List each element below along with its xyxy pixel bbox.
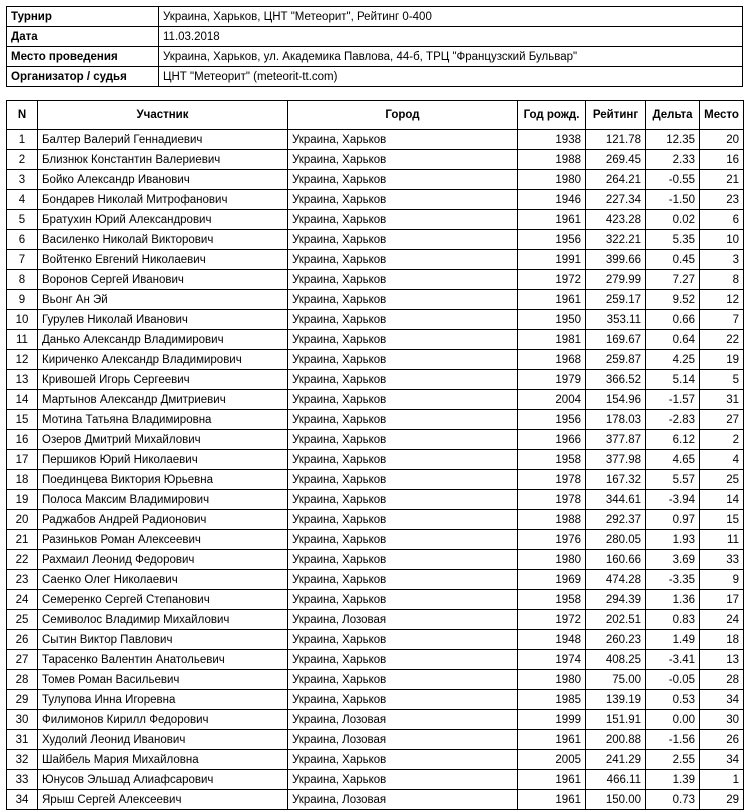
table-row [7, 230, 744, 250]
cell-birth-year: 1979 [518, 370, 586, 390]
cell-delta: 9.52 [646, 290, 700, 310]
cell-number: 32 [7, 750, 38, 770]
cell-birth-year: 1968 [518, 350, 586, 370]
cell-place: 29 [700, 790, 744, 810]
cell-city: Украина, Харьков [288, 150, 518, 170]
cell-participant: Тарасенко Валентин Анатольевич [38, 650, 288, 670]
cell-city: Украина, Харьков [288, 570, 518, 590]
cell-city: Украина, Харьков [288, 350, 518, 370]
cell-city: Украина, Лозовая [288, 730, 518, 750]
cell-number: 10 [7, 310, 38, 330]
cell-participant: Бондарев Николай Митрофанович [38, 190, 288, 210]
cell-rating: 200.88 [586, 730, 646, 750]
cell-number: 28 [7, 670, 38, 690]
table-row [7, 210, 744, 230]
info-value: Украина, Харьков, ЦНТ "Метеорит", Рейтинг 0-400 [159, 7, 743, 27]
cell-place: 27 [700, 410, 744, 430]
cell-number: 11 [7, 330, 38, 350]
cell-place: 26 [700, 730, 744, 750]
cell-delta: -1.57 [646, 390, 700, 410]
table-row [7, 510, 744, 530]
cell-delta: 3.69 [646, 550, 700, 570]
info-row-venue [7, 47, 743, 67]
cell-delta: 5.14 [646, 370, 700, 390]
cell-participant: Братухин Юрий Александрович [38, 210, 288, 230]
cell-rating: 160.66 [586, 550, 646, 570]
cell-city: Украина, Лозовая [288, 790, 518, 810]
cell-number: 6 [7, 230, 38, 250]
info-row-date [7, 27, 743, 47]
cell-participant: Данько Александр Владимирович [38, 330, 288, 350]
cell-city: Украина, Харьков [288, 450, 518, 470]
cell-city: Украина, Харьков [288, 290, 518, 310]
cell-delta: 0.83 [646, 610, 700, 630]
cell-delta: 5.57 [646, 470, 700, 490]
cell-delta: 0.45 [646, 250, 700, 270]
cell-city: Украина, Харьков [288, 670, 518, 690]
table-row [7, 610, 744, 630]
cell-delta: 1.49 [646, 630, 700, 650]
cell-delta: 0.02 [646, 210, 700, 230]
cell-rating: 377.98 [586, 450, 646, 470]
cell-birth-year: 1956 [518, 230, 586, 250]
cell-birth-year: 1961 [518, 210, 586, 230]
cell-participant: Полоса Максим Владимирович [38, 490, 288, 510]
cell-birth-year: 1985 [518, 690, 586, 710]
cell-participant: Вьонг Ан Эй [38, 290, 288, 310]
table-row [7, 430, 744, 450]
cell-birth-year: 1969 [518, 570, 586, 590]
cell-delta: -1.56 [646, 730, 700, 750]
cell-birth-year: 1956 [518, 410, 586, 430]
cell-city: Украина, Харьков [288, 470, 518, 490]
cell-birth-year: 1961 [518, 730, 586, 750]
cell-participant: Семеренко Сергей Степанович [38, 590, 288, 610]
cell-place: 21 [700, 170, 744, 190]
cell-delta: 1.93 [646, 530, 700, 550]
cell-birth-year: 1980 [518, 670, 586, 690]
cell-rating: 344.61 [586, 490, 646, 510]
cell-delta: 4.65 [646, 450, 700, 470]
cell-delta: -0.05 [646, 670, 700, 690]
cell-city: Украина, Харьков [288, 530, 518, 550]
info-label: Место проведения [7, 47, 159, 67]
cell-city: Украина, Харьков [288, 410, 518, 430]
cell-birth-year: 1950 [518, 310, 586, 330]
cell-rating: 139.19 [586, 690, 646, 710]
table-row [7, 670, 744, 690]
cell-place: 12 [700, 290, 744, 310]
cell-number: 3 [7, 170, 38, 190]
table-row [7, 330, 744, 350]
results-table [6, 100, 744, 810]
cell-birth-year: 2004 [518, 390, 586, 410]
cell-participant: Озеров Дмитрий Михайлович [38, 430, 288, 450]
table-row [7, 630, 744, 650]
table-row [7, 290, 744, 310]
info-row-tournament [7, 7, 743, 27]
cell-place: 31 [700, 390, 744, 410]
cell-rating: 474.28 [586, 570, 646, 590]
cell-number: 14 [7, 390, 38, 410]
cell-birth-year: 1938 [518, 130, 586, 150]
info-value: 11.03.2018 [159, 27, 743, 47]
column-header-birth-year: Год рожд. [518, 101, 586, 130]
cell-city: Украина, Харьков [288, 630, 518, 650]
cell-delta: 0.53 [646, 690, 700, 710]
cell-place: 18 [700, 630, 744, 650]
cell-place: 10 [700, 230, 744, 250]
cell-rating: 408.25 [586, 650, 646, 670]
cell-participant: Кириченко Александр Владимирович [38, 350, 288, 370]
info-value: Украина, Харьков, ул. Академика Павлова, 44-б, ТРЦ "Французский Бульвар" [159, 47, 743, 67]
cell-birth-year: 1988 [518, 510, 586, 530]
cell-delta: 7.27 [646, 270, 700, 290]
cell-number: 21 [7, 530, 38, 550]
cell-place: 11 [700, 530, 744, 550]
table-row [7, 270, 744, 290]
cell-city: Украина, Харьков [288, 370, 518, 390]
column-header-rating: Рейтинг [586, 101, 646, 130]
cell-delta: -3.94 [646, 490, 700, 510]
cell-place: 19 [700, 350, 744, 370]
cell-number: 2 [7, 150, 38, 170]
cell-birth-year: 2005 [518, 750, 586, 770]
cell-city: Украина, Харьков [288, 210, 518, 230]
cell-place: 6 [700, 210, 744, 230]
info-value: ЦНТ "Метеорит" (meteorit-tt.com) [159, 67, 743, 87]
table-row [7, 150, 744, 170]
cell-birth-year: 1958 [518, 450, 586, 470]
cell-birth-year: 1972 [518, 270, 586, 290]
cell-number: 1 [7, 130, 38, 150]
cell-participant: Поединцева Виктория Юрьевна [38, 470, 288, 490]
cell-delta: -0.55 [646, 170, 700, 190]
cell-rating: 399.66 [586, 250, 646, 270]
cell-number: 25 [7, 610, 38, 630]
cell-rating: 292.37 [586, 510, 646, 530]
cell-participant: Филимонов Кирилл Федорович [38, 710, 288, 730]
cell-birth-year: 1978 [518, 470, 586, 490]
cell-city: Украина, Харьков [288, 750, 518, 770]
table-row [7, 250, 744, 270]
cell-participant: Балтер Валерий Геннадиевич [38, 130, 288, 150]
cell-birth-year: 1966 [518, 430, 586, 450]
cell-place: 28 [700, 670, 744, 690]
table-row [7, 390, 744, 410]
cell-place: 13 [700, 650, 744, 670]
table-row [7, 490, 744, 510]
table-row [7, 190, 744, 210]
cell-city: Украина, Харьков [288, 390, 518, 410]
cell-city: Украина, Харьков [288, 230, 518, 250]
cell-number: 24 [7, 590, 38, 610]
cell-city: Украина, Харьков [288, 690, 518, 710]
table-row [7, 470, 744, 490]
cell-participant: Першиков Юрий Николаевич [38, 450, 288, 470]
cell-birth-year: 1948 [518, 630, 586, 650]
cell-rating: 151.91 [586, 710, 646, 730]
cell-rating: 377.87 [586, 430, 646, 450]
cell-birth-year: 1980 [518, 170, 586, 190]
cell-participant: Семиволос Владимир Михайлович [38, 610, 288, 630]
table-row [7, 310, 744, 330]
cell-city: Украина, Харьков [288, 270, 518, 290]
cell-delta: 2.33 [646, 150, 700, 170]
cell-participant: Близнюк Константин Валериевич [38, 150, 288, 170]
cell-place: 2 [700, 430, 744, 450]
cell-delta: 4.25 [646, 350, 700, 370]
cell-participant: Раджабов Андрей Радионович [38, 510, 288, 530]
info-label: Турнир [7, 7, 159, 27]
table-row [7, 730, 744, 750]
cell-participant: Кривошей Игорь Сергеевич [38, 370, 288, 390]
cell-delta: 0.64 [646, 330, 700, 350]
cell-rating: 423.28 [586, 210, 646, 230]
table-row [7, 370, 744, 390]
column-header-delta: Дельта [646, 101, 700, 130]
cell-delta: 12.35 [646, 130, 700, 150]
table-row [7, 410, 744, 430]
cell-rating: 353.11 [586, 310, 646, 330]
cell-delta: 5.35 [646, 230, 700, 250]
cell-participant: Шайбель Мария Михайловна [38, 750, 288, 770]
table-row [7, 790, 744, 810]
cell-place: 8 [700, 270, 744, 290]
info-row-organizer [7, 67, 743, 87]
column-header-place: Место [700, 101, 744, 130]
cell-place: 3 [700, 250, 744, 270]
cell-participant: Бойко Александр Иванович [38, 170, 288, 190]
cell-rating: 169.67 [586, 330, 646, 350]
table-row [7, 650, 744, 670]
cell-birth-year: 1974 [518, 650, 586, 670]
cell-rating: 150.00 [586, 790, 646, 810]
table-row [7, 570, 744, 590]
cell-participant: Худолий Леонид Иванович [38, 730, 288, 750]
cell-rating: 154.96 [586, 390, 646, 410]
cell-rating: 167.32 [586, 470, 646, 490]
cell-participant: Томев Роман Васильевич [38, 670, 288, 690]
cell-birth-year: 1961 [518, 770, 586, 790]
cell-place: 20 [700, 130, 744, 150]
cell-participant: Василенко Николай Викторович [38, 230, 288, 250]
cell-number: 22 [7, 550, 38, 570]
cell-city: Украина, Харьков [288, 510, 518, 530]
info-label: Организатор / судья [7, 67, 159, 87]
cell-rating: 280.05 [586, 530, 646, 550]
cell-number: 18 [7, 470, 38, 490]
cell-city: Украина, Харьков [288, 310, 518, 330]
cell-delta: 0.00 [646, 710, 700, 730]
cell-birth-year: 1946 [518, 190, 586, 210]
cell-participant: Мартынов Александр Дмитриевич [38, 390, 288, 410]
table-row [7, 590, 744, 610]
table-row [7, 130, 744, 150]
cell-delta: 0.66 [646, 310, 700, 330]
cell-delta: 1.39 [646, 770, 700, 790]
cell-participant: Воронов Сергей Иванович [38, 270, 288, 290]
cell-delta: -2.83 [646, 410, 700, 430]
cell-number: 29 [7, 690, 38, 710]
table-row [7, 350, 744, 370]
cell-number: 26 [7, 630, 38, 650]
cell-birth-year: 1988 [518, 150, 586, 170]
cell-place: 23 [700, 190, 744, 210]
cell-city: Украина, Харьков [288, 130, 518, 150]
cell-place: 16 [700, 150, 744, 170]
cell-number: 20 [7, 510, 38, 530]
cell-delta: 0.97 [646, 510, 700, 530]
cell-city: Украина, Харьков [288, 650, 518, 670]
cell-delta: -1.50 [646, 190, 700, 210]
cell-birth-year: 1999 [518, 710, 586, 730]
cell-birth-year: 1961 [518, 790, 586, 810]
cell-number: 27 [7, 650, 38, 670]
cell-city: Украина, Харьков [288, 190, 518, 210]
cell-participant: Юнусов Эльшад Алиафсарович [38, 770, 288, 790]
tournament-info-table [6, 6, 743, 87]
cell-number: 34 [7, 790, 38, 810]
cell-rating: 75.00 [586, 670, 646, 690]
cell-participant: Ярыш Сергей Алексеевич [38, 790, 288, 810]
table-header-row [7, 101, 744, 130]
cell-participant: Рахмаил Леонид Федорович [38, 550, 288, 570]
cell-birth-year: 1958 [518, 590, 586, 610]
table-row [7, 770, 744, 790]
cell-number: 5 [7, 210, 38, 230]
cell-rating: 466.11 [586, 770, 646, 790]
cell-place: 24 [700, 610, 744, 630]
cell-city: Украина, Лозовая [288, 610, 518, 630]
cell-place: 22 [700, 330, 744, 350]
cell-city: Украина, Харьков [288, 330, 518, 350]
cell-delta: -3.35 [646, 570, 700, 590]
cell-birth-year: 1981 [518, 330, 586, 350]
column-header-number: N [7, 101, 38, 130]
cell-birth-year: 1991 [518, 250, 586, 270]
cell-place: 15 [700, 510, 744, 530]
cell-city: Украина, Харьков [288, 590, 518, 610]
column-header-participant: Участник [38, 101, 288, 130]
cell-place: 1 [700, 770, 744, 790]
cell-rating: 259.87 [586, 350, 646, 370]
cell-rating: 178.03 [586, 410, 646, 430]
cell-rating: 260.23 [586, 630, 646, 650]
cell-birth-year: 1972 [518, 610, 586, 630]
cell-number: 8 [7, 270, 38, 290]
column-header-city: Город [288, 101, 518, 130]
cell-city: Украина, Харьков [288, 490, 518, 510]
cell-birth-year: 1978 [518, 490, 586, 510]
cell-rating: 121.78 [586, 130, 646, 150]
cell-birth-year: 1976 [518, 530, 586, 550]
results-body [7, 130, 744, 810]
cell-number: 7 [7, 250, 38, 270]
cell-delta: 6.12 [646, 430, 700, 450]
table-row [7, 710, 744, 730]
cell-place: 14 [700, 490, 744, 510]
cell-place: 25 [700, 470, 744, 490]
cell-place: 9 [700, 570, 744, 590]
cell-rating: 241.29 [586, 750, 646, 770]
cell-number: 4 [7, 190, 38, 210]
cell-rating: 202.51 [586, 610, 646, 630]
cell-city: Украина, Харьков [288, 430, 518, 450]
table-row [7, 530, 744, 550]
table-row [7, 750, 744, 770]
table-row [7, 170, 744, 190]
cell-number: 19 [7, 490, 38, 510]
cell-delta: 1.36 [646, 590, 700, 610]
cell-participant: Сытин Виктор Павлович [38, 630, 288, 650]
cell-place: 34 [700, 750, 744, 770]
cell-place: 30 [700, 710, 744, 730]
cell-birth-year: 1961 [518, 290, 586, 310]
cell-city: Украина, Харьков [288, 770, 518, 790]
cell-delta: 2.55 [646, 750, 700, 770]
cell-participant: Разиньков Роман Алексеевич [38, 530, 288, 550]
cell-city: Украина, Харьков [288, 170, 518, 190]
cell-number: 9 [7, 290, 38, 310]
cell-number: 16 [7, 430, 38, 450]
cell-number: 17 [7, 450, 38, 470]
cell-rating: 264.21 [586, 170, 646, 190]
cell-city: Украина, Харьков [288, 550, 518, 570]
cell-delta: -3.41 [646, 650, 700, 670]
cell-number: 15 [7, 410, 38, 430]
cell-rating: 279.99 [586, 270, 646, 290]
table-row [7, 690, 744, 710]
cell-number: 12 [7, 350, 38, 370]
cell-participant: Войтенко Евгений Николаевич [38, 250, 288, 270]
cell-participant: Гурулев Николай Иванович [38, 310, 288, 330]
cell-rating: 322.21 [586, 230, 646, 250]
cell-participant: Саенко Олег Николаевич [38, 570, 288, 590]
cell-rating: 366.52 [586, 370, 646, 390]
cell-rating: 227.34 [586, 190, 646, 210]
cell-birth-year: 1980 [518, 550, 586, 570]
cell-number: 23 [7, 570, 38, 590]
cell-rating: 294.39 [586, 590, 646, 610]
cell-rating: 269.45 [586, 150, 646, 170]
cell-delta: 0.73 [646, 790, 700, 810]
cell-place: 34 [700, 690, 744, 710]
table-row [7, 450, 744, 470]
cell-place: 5 [700, 370, 744, 390]
cell-city: Украина, Лозовая [288, 710, 518, 730]
table-row [7, 550, 744, 570]
cell-number: 13 [7, 370, 38, 390]
cell-participant: Мотина Татьяна Владимировна [38, 410, 288, 430]
info-label: Дата [7, 27, 159, 47]
cell-number: 30 [7, 710, 38, 730]
cell-place: 17 [700, 590, 744, 610]
cell-number: 31 [7, 730, 38, 750]
cell-city: Украина, Харьков [288, 250, 518, 270]
cell-place: 33 [700, 550, 744, 570]
cell-place: 4 [700, 450, 744, 470]
cell-rating: 259.17 [586, 290, 646, 310]
cell-participant: Тулупова Инна Игоревна [38, 690, 288, 710]
cell-number: 33 [7, 770, 38, 790]
cell-place: 7 [700, 310, 744, 330]
